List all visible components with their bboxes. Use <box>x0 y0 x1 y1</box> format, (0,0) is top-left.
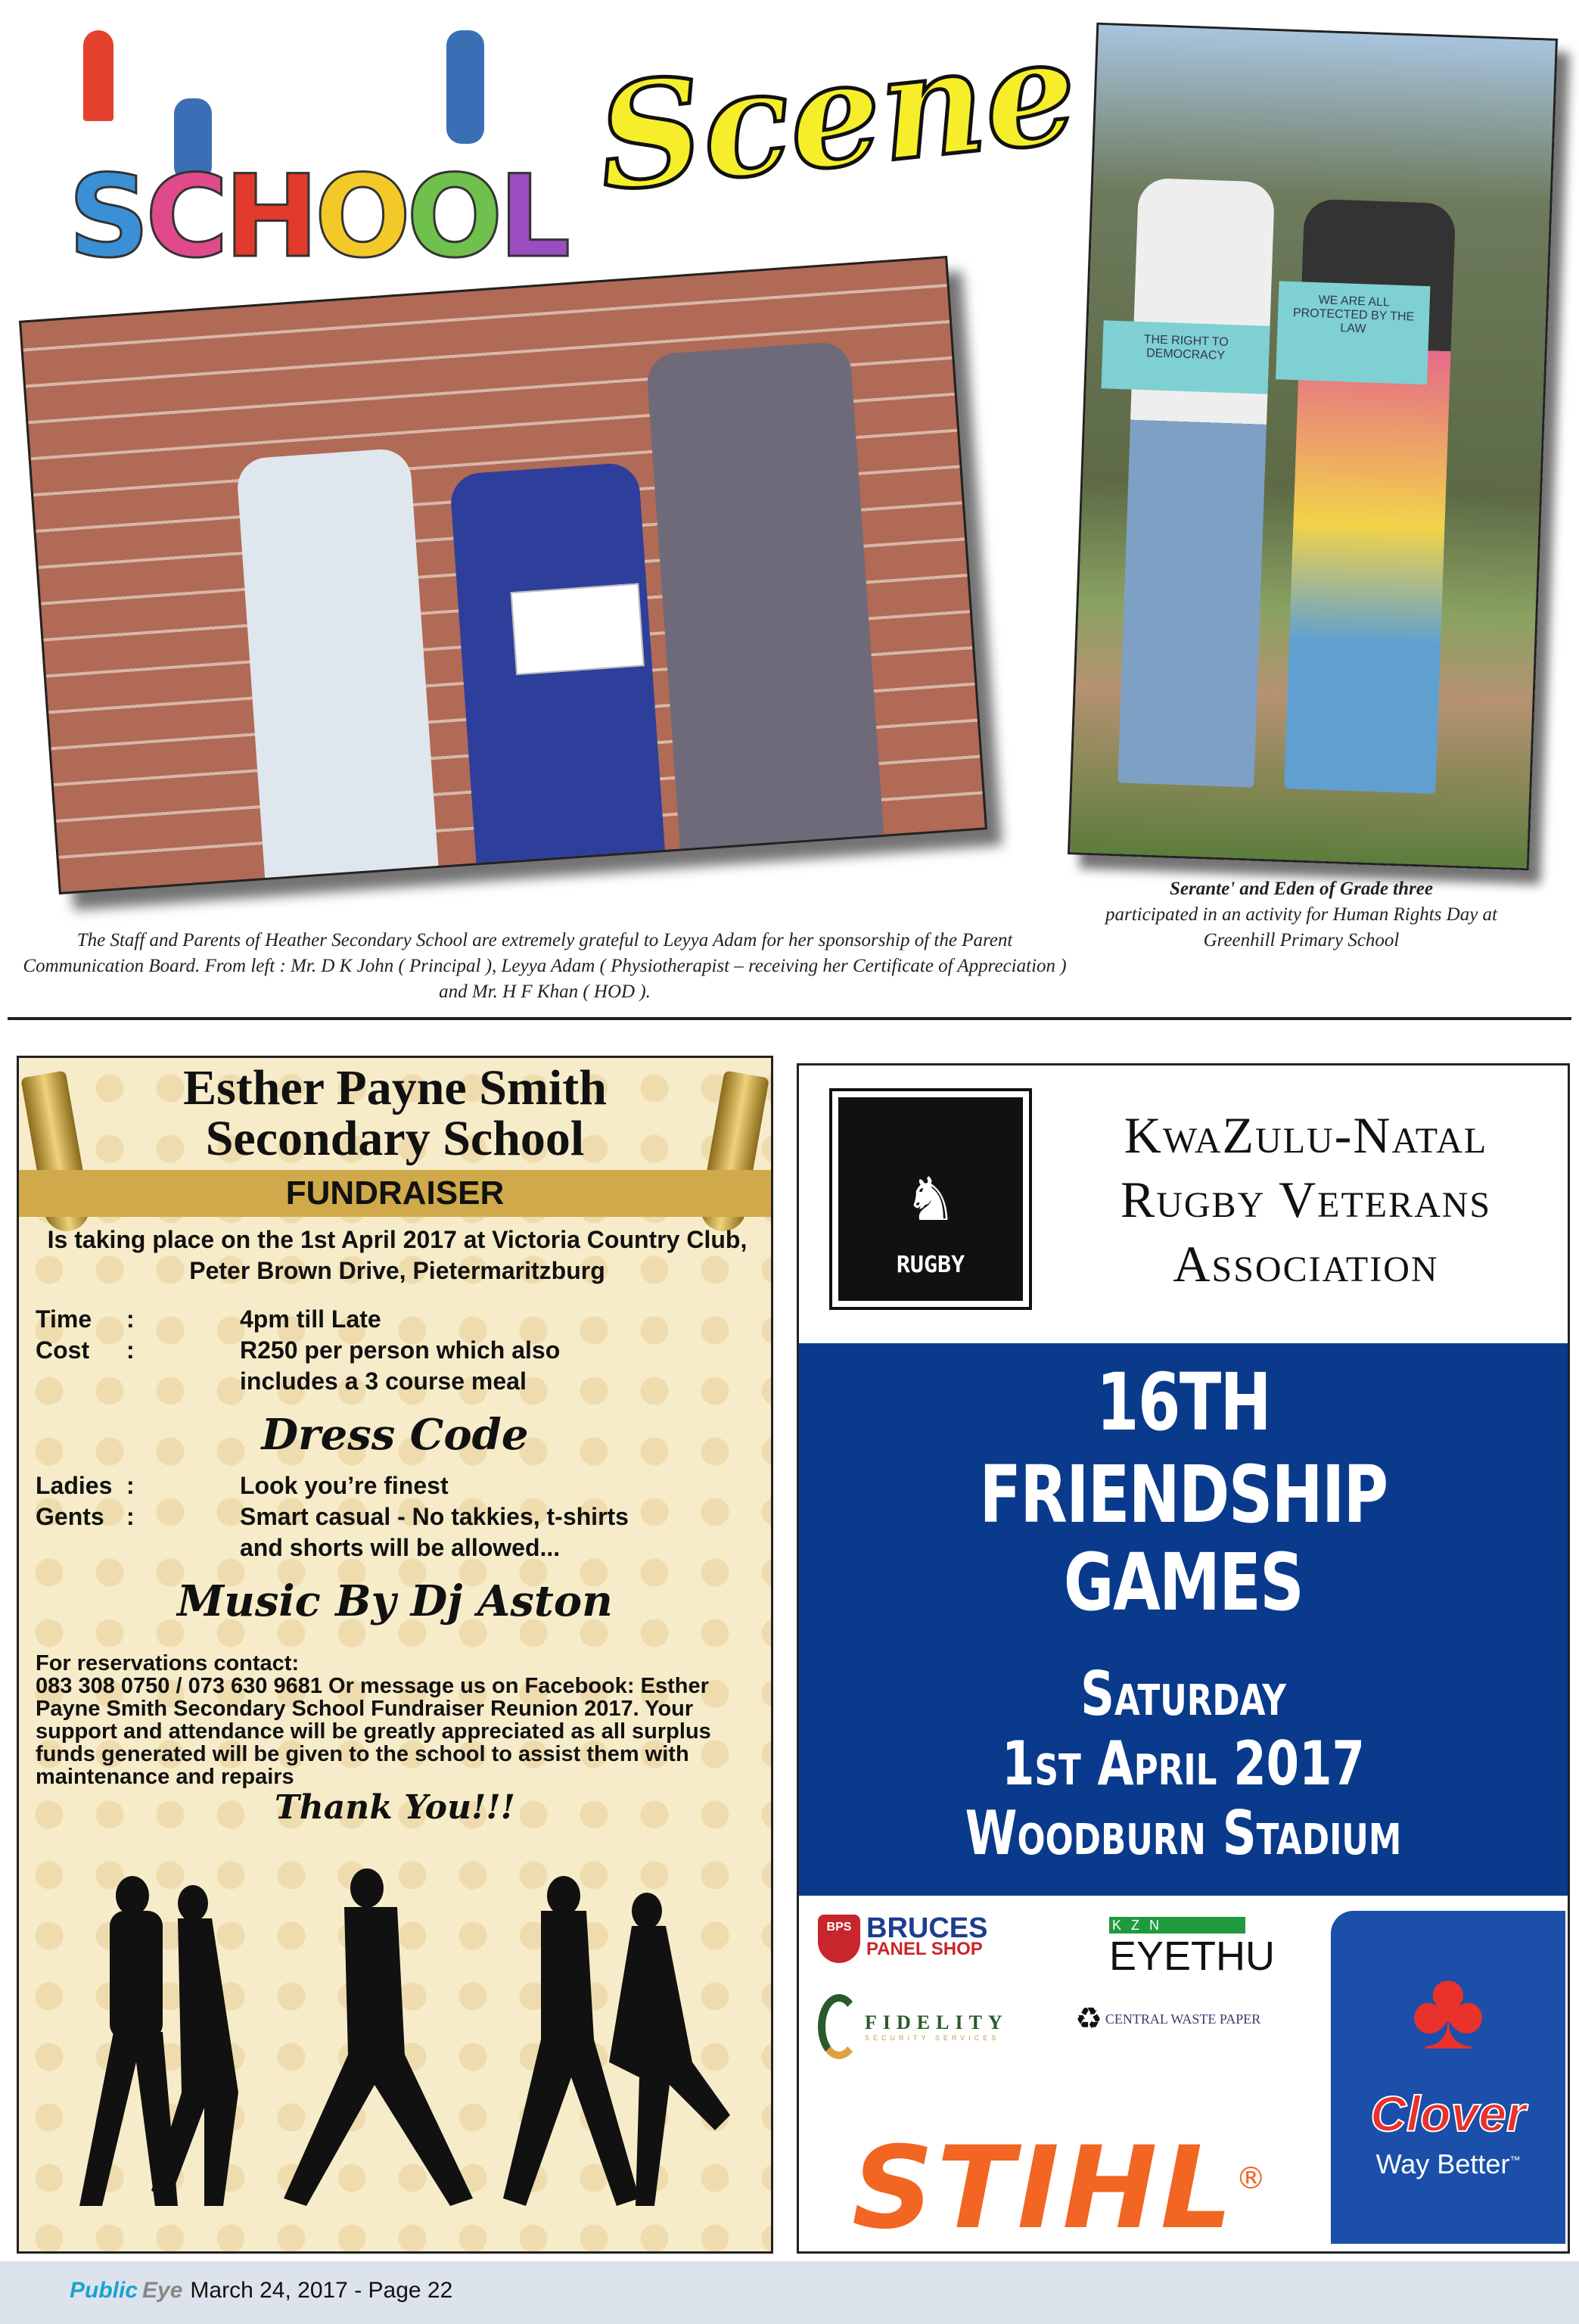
kid-figure-icon <box>83 30 113 121</box>
event-name: FRIENDSHIP <box>979 1448 1388 1541</box>
fundraiser-band: FUNDRAISER <box>19 1170 771 1217</box>
event-venue: Woodburn Stadium <box>965 1798 1402 1868</box>
detail-sep: : <box>126 1336 135 1364</box>
dress-label: Ladies <box>36 1472 113 1499</box>
fidelity-arc-icon <box>818 1994 860 2059</box>
dress-label: Gents <box>36 1503 104 1530</box>
fidelity-logo <box>818 1994 1009 2059</box>
clover-text: Clover <box>1370 2086 1526 2142</box>
cwp-text: CENTRAL WASTE PAPER <box>1105 2011 1261 2027</box>
dancers-silhouette-icon <box>49 1865 745 2229</box>
kzn-bar: K Z N <box>1109 1917 1245 1934</box>
recycle-icon: ♻ <box>1075 2002 1102 2036</box>
contact-title: For reservations contact: <box>36 1651 300 1675</box>
dress-details <box>36 1470 754 1563</box>
reservation-info <box>36 1652 762 1788</box>
stihl-logo <box>852 2123 1269 2254</box>
section-divider <box>8 1017 1571 1020</box>
cwp-logo <box>1075 2002 1260 2036</box>
clover-leaf-icon: ♣ <box>1410 1946 1486 2073</box>
issue-date-page: March 24, 2017 - Page 22 <box>190 2278 453 2303</box>
detail-label: Cost <box>36 1336 90 1364</box>
dress-sep: : <box>126 1503 135 1530</box>
rugby-logo <box>829 1088 1032 1310</box>
dress-code-title: Dress Code <box>261 1410 529 1460</box>
fidelity-text: FIDELITY <box>865 2011 1009 2033</box>
fidelity-sub-text: SECURITY SERVICES <box>865 2034 1000 2042</box>
contact-body: 083 308 0750 / 073 630 9681 Or message us on Facebook: Esther Payne Smith Secondary School Fundraiser Reunion 2017. Your support and attendance will be greatly appreciated as all surplus funds generated will be given to the school to assist them with maintenance and repairs <box>36 1674 711 1789</box>
bps-logo <box>818 1912 988 1963</box>
event-details <box>36 1304 754 1397</box>
caption-body: participated in an activity for Human Rights Day at Greenhill Primary School <box>1105 904 1497 950</box>
thank-you: Thank You!!! <box>275 1788 515 1827</box>
certificate <box>511 583 645 676</box>
eyethu-logo <box>1109 1917 1275 1979</box>
detail-label: Time <box>36 1305 92 1333</box>
brand-public: Public <box>70 2278 138 2303</box>
students-caption <box>1074 876 1528 954</box>
clover-logo <box>1331 1911 1565 2244</box>
ad-title: Secondary School <box>205 1111 585 1166</box>
dress-value: Smart casual - No takkies, t-shirts and shorts will be allowed... <box>240 1503 629 1561</box>
detail-value: R250 per person which also includes a 3 course meal <box>240 1336 561 1395</box>
title-line: Association <box>1173 1235 1439 1293</box>
caption-title: Serante' and Eden of Grade three <box>1170 879 1433 899</box>
staff-caption: The Staff and Parents of Heather Secondary School are extremely grateful to Leyya Adam for her sponsorship of the Parent Communication Board. From left : Mr. D K John ( Principal ), Leyya Adam ( Physiotherapist – receiving her Certificate of Appreciation ) and Mr. H F Khan ( HOD ). <box>23 930 1067 1002</box>
protest-sign: WE ARE ALL PROTECTED BY THE LAW <box>1276 281 1430 384</box>
event-name: GAMES <box>1063 1536 1304 1629</box>
horse-emblem-icon: ♞ <box>909 1157 952 1237</box>
association-title <box>1056 1103 1556 1296</box>
dress-value: Look you’re finest <box>240 1472 449 1499</box>
rugby-veterans-ad <box>797 1063 1570 2254</box>
event-edition: 16TH <box>1096 1356 1270 1448</box>
panel-shop-text: PANEL SHOP <box>866 1939 983 1959</box>
school-logo-text: S C H O O L <box>68 151 567 283</box>
event-panel <box>799 1343 1568 1896</box>
bruces-text: BRUCES <box>866 1912 988 1944</box>
event-day: Saturday <box>1080 1659 1286 1729</box>
title-line: Rugby Veterans <box>1120 1171 1492 1228</box>
brand-eye: Eye <box>142 2278 183 2303</box>
kid-figure-icon <box>446 30 484 144</box>
detail-sep: : <box>126 1305 135 1333</box>
sponsor-logos <box>799 1896 1568 2254</box>
staff-photo <box>19 256 987 894</box>
title-line: KwaZulu-Natal <box>1124 1106 1488 1164</box>
rugby-logo-text: RUGBY <box>896 1252 965 1278</box>
detail-value: 4pm till Late <box>240 1305 381 1333</box>
eyethu-text: EYETHU <box>1109 1934 1276 1979</box>
fundraiser-ad <box>17 1056 773 2254</box>
dress-sep: : <box>126 1472 135 1499</box>
bps-shield-icon: BPS <box>818 1915 860 1963</box>
clover-tagline: Way Better <box>1375 2148 1510 2179</box>
event-intro: Is taking place on the 1st April 2017 at Victoria Country Club, Peter Brown Drive, Pietermaritzburg <box>47 1226 748 1284</box>
students-photo <box>1068 23 1558 871</box>
music-credit: Music By Dj Aston <box>177 1576 613 1626</box>
page-footer <box>0 2261 1579 2324</box>
protest-sign: THE RIGHT TO DEMOCRACY <box>1102 320 1270 394</box>
stihl-text: STIHL <box>852 2123 1236 2254</box>
trademark: ™ <box>1509 2154 1521 2166</box>
registered-mark: ® <box>1236 2161 1270 2196</box>
ad-title: Esther Payne Smith <box>183 1060 607 1115</box>
event-date: 1st April 2017 <box>1002 1728 1365 1799</box>
section-title: Scene <box>590 5 1084 224</box>
